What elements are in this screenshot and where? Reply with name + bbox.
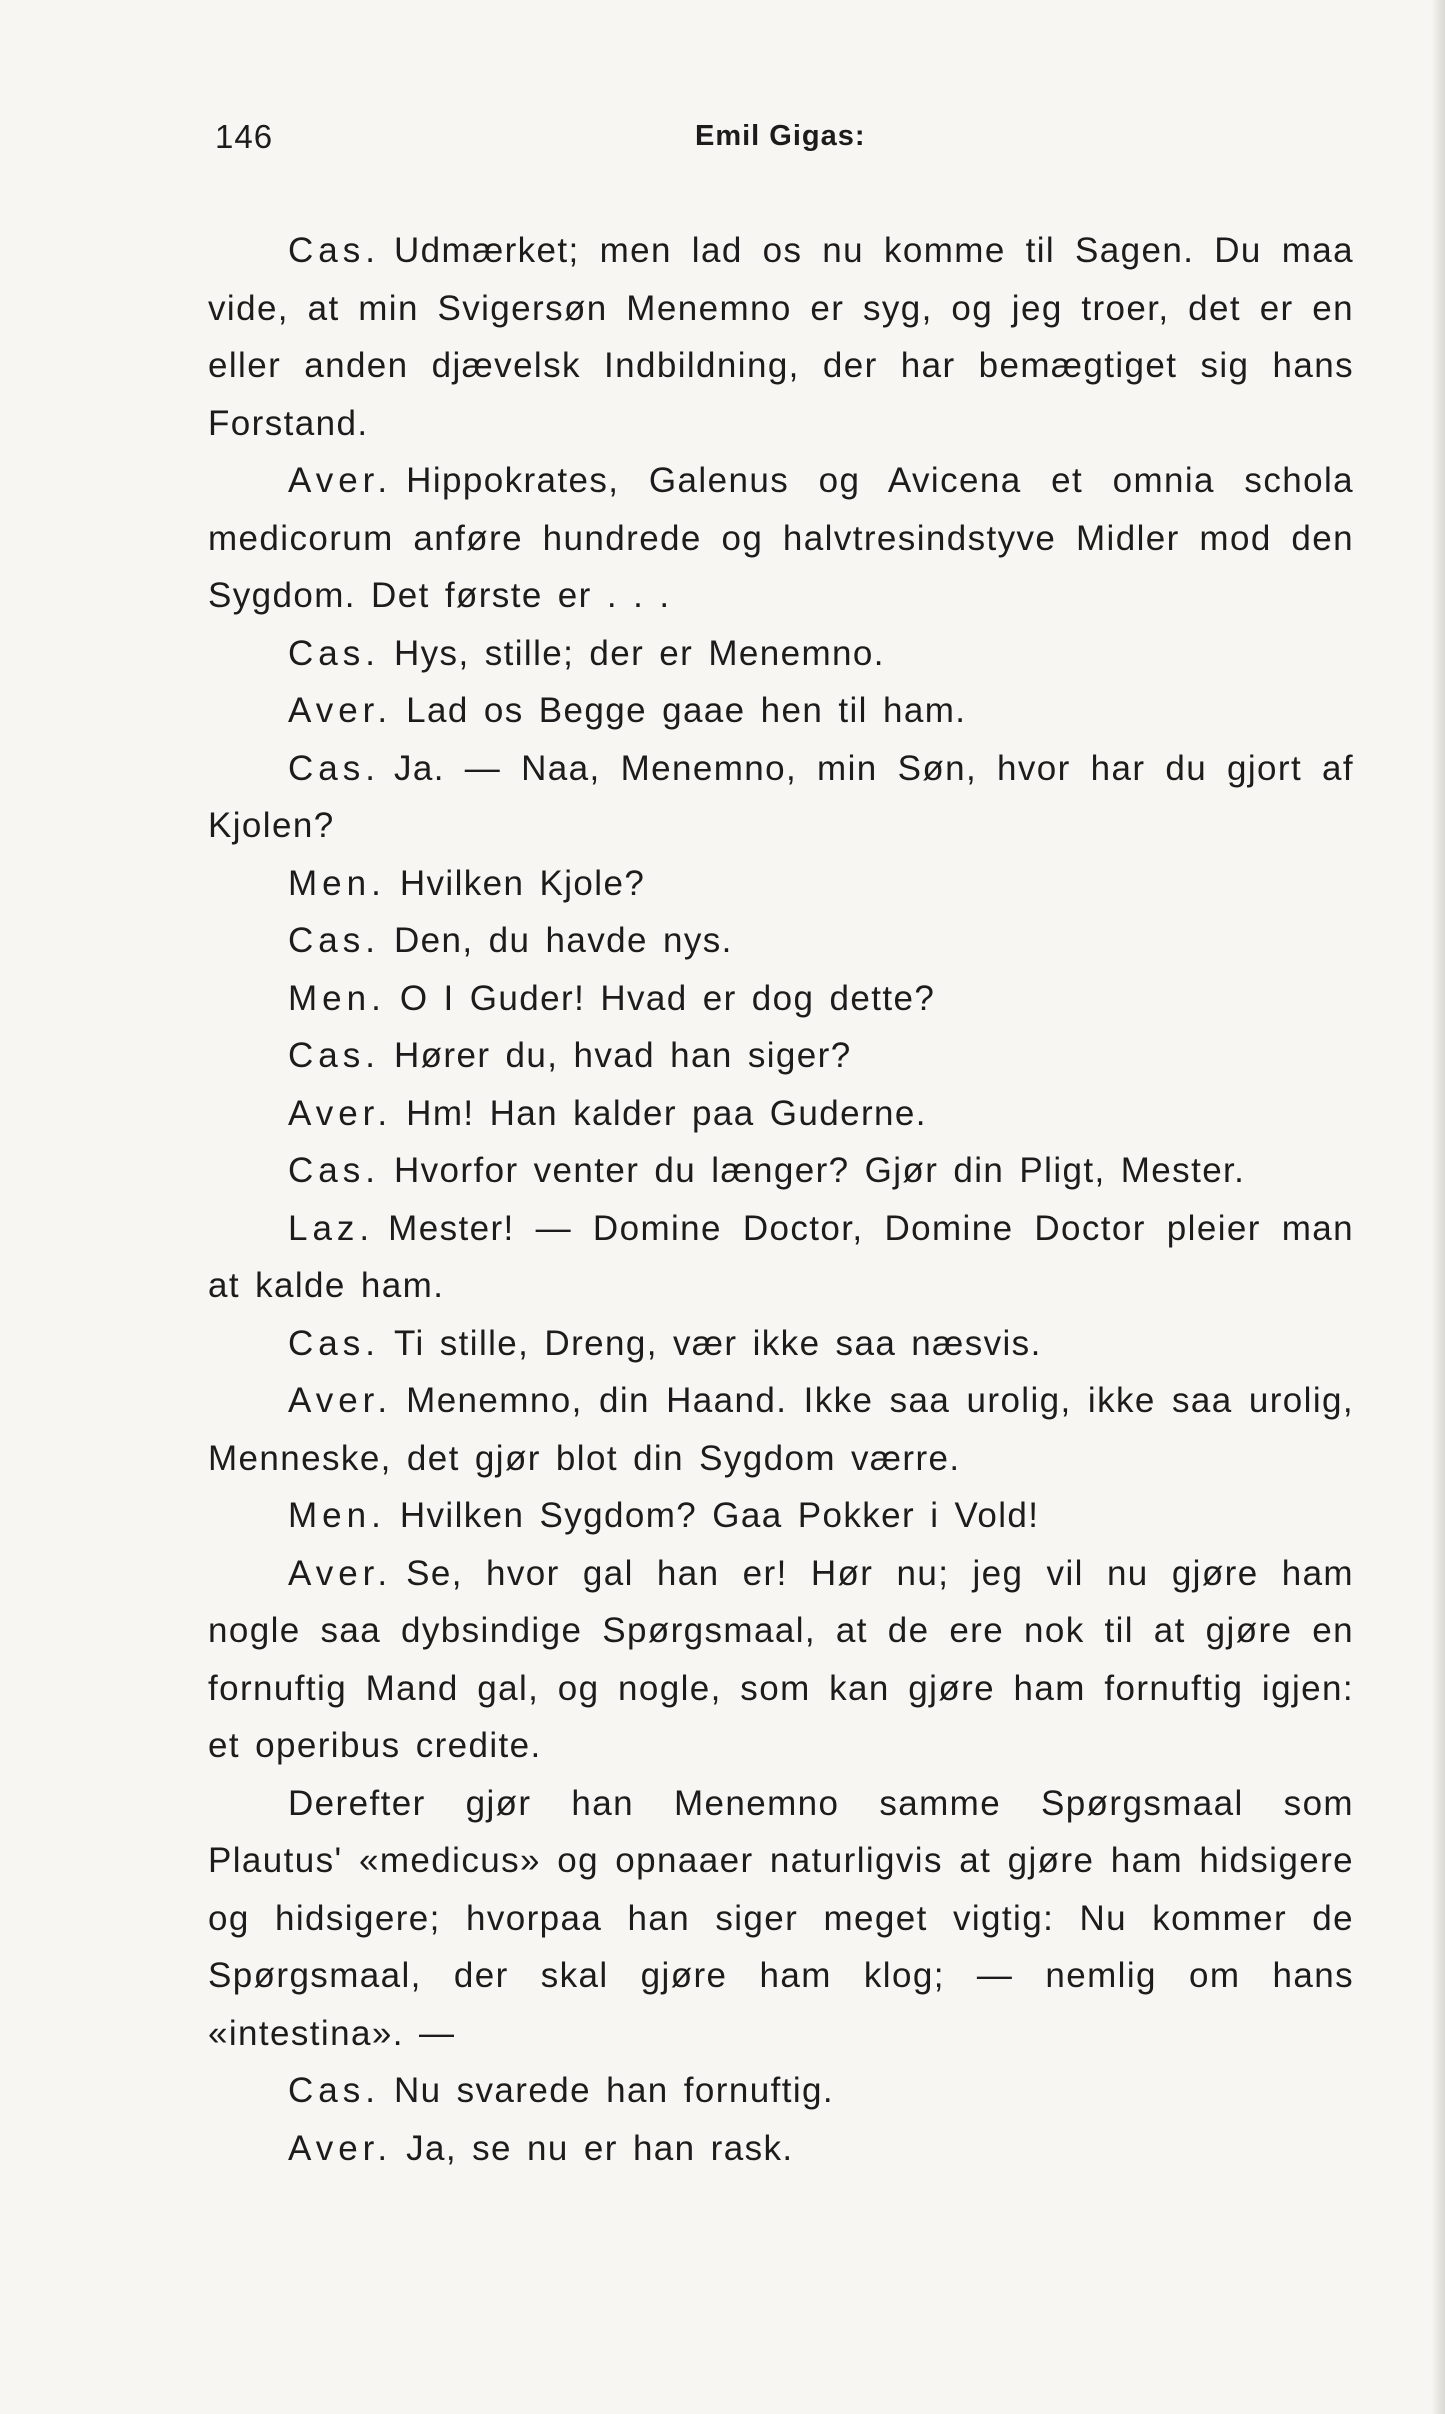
dialogue-paragraph xyxy=(208,1142,1354,1200)
dialogue-paragraph xyxy=(208,452,1354,625)
speaker-name: Aver. xyxy=(288,691,393,730)
spoken-line: Ja. — Naa, Menemno, min Søn, hvor har du gjort af Kjolen? xyxy=(208,748,1354,845)
spoken-line: Se, hvor gal han er! Hør nu; jeg vil nu gjøre ham nogle saa dybsindige Spørgsmaal, at de ere nok til at gjøre en fornuftig Mand gal, og nogle, som kan gjøre ham fornuftig igjen: et operibus credite. xyxy=(208,1553,1354,1765)
spoken-line: Menemno, din Haand. Ikke saa urolig, ikke saa urolig, Menneske, det gjør blot din Sygdom værre. xyxy=(208,1381,1354,1478)
dialogue-paragraph xyxy=(208,1315,1354,1373)
speaker-name: Laz. xyxy=(288,1208,375,1248)
dialogue-paragraph xyxy=(208,682,1354,740)
spoken-line: Den, du havde nys. xyxy=(393,921,733,960)
speaker-name: Cas. xyxy=(288,1323,380,1363)
speaker-name: Men. xyxy=(288,978,386,1018)
spoken-line: Hvorfor venter du længer? Gjør din Pligt, Mester. xyxy=(393,1151,1246,1190)
speaker-name: Aver. xyxy=(288,1381,393,1420)
spoken-line: Ti stille, Dreng, vær ikke saa næsvis. xyxy=(393,1323,1042,1363)
dialogue-paragraph xyxy=(208,740,1354,855)
page-edge-shadow xyxy=(1431,0,1445,2414)
speaker-name: Cas. xyxy=(288,2071,380,2110)
spoken-line: Mester! — Domine Doctor, Domine Doctor pleier man at kalde ham. xyxy=(208,1208,1354,1305)
page-header xyxy=(215,118,1215,168)
spoken-line: Hm! Han kalder paa Guderne. xyxy=(406,1093,927,1133)
narrative-paragraph xyxy=(208,1775,1354,2063)
dialogue-paragraph xyxy=(208,1085,1354,1143)
speaker-name: Aver. xyxy=(288,461,393,500)
speaker-name: Men. xyxy=(288,863,386,903)
dialogue-text xyxy=(208,222,1354,2177)
spoken-line: Ja, se nu er han rask. xyxy=(406,2128,794,2168)
dialogue-paragraph xyxy=(208,970,1354,1028)
spoken-line: O I Guder! Hvad er dog dette? xyxy=(399,978,936,1018)
speaker-name: Men. xyxy=(288,1496,386,1535)
spoken-line: Hører du, hvad han siger? xyxy=(393,1036,852,1075)
speaker-name: Cas. xyxy=(288,921,380,960)
spoken-line: Hvilken Kjole? xyxy=(399,863,646,903)
speaker-name: Aver. xyxy=(288,1093,393,1133)
spoken-line: Hvilken Sygdom? Gaa Pokker i Vold! xyxy=(399,1496,1040,1535)
speaker-name: Cas. xyxy=(288,633,380,673)
speaker-name: Aver. xyxy=(288,2128,393,2168)
dialogue-paragraph xyxy=(208,855,1354,913)
speaker-name: Cas. xyxy=(288,1151,380,1190)
dialogue-paragraph xyxy=(208,1200,1354,1315)
dialogue-paragraph xyxy=(208,1545,1354,1775)
spoken-line: Nu svarede han fornuftig. xyxy=(393,2071,834,2110)
dialogue-paragraph xyxy=(208,1372,1354,1487)
dialogue-paragraph xyxy=(208,222,1354,452)
dialogue-paragraph xyxy=(208,2062,1354,2120)
spoken-line: Udmærket; men lad os nu komme til Sagen. Du maa vide, at min Svigersøn Menemno er syg, og jeg troer, det er en eller anden djævelsk Indbildning, der har bemægtiget sig hans Forstand. xyxy=(208,231,1354,443)
speaker-name: Cas. xyxy=(288,1036,380,1075)
dialogue-paragraph xyxy=(208,912,1354,970)
speaker-name: Cas. xyxy=(288,231,380,270)
narrative-line: Derefter gjør han Menemno samme Spørgsmaal som Plautus' «medicus» og opnaaer naturligvis at gjøre ham hidsigere og hidsigere; hvorpaa han siger meget vigtig: Nu kommer de Spørgsmaal, der skal gjøre ham klog; — nemlig om hans «intestina». — xyxy=(208,1783,1354,2053)
dialogue-paragraph xyxy=(208,625,1354,683)
spoken-line: Hys, stille; der er Menemno. xyxy=(393,633,885,673)
dialogue-paragraph xyxy=(208,1027,1354,1085)
dialogue-paragraph xyxy=(208,2120,1354,2178)
page-number: 146 xyxy=(215,118,274,155)
spoken-line: Hippokrates, Galenus og Avicena et omnia schola medicorum anføre hundrede og halvtresindstyve Midler mod den Sygdom. Det første er . . . xyxy=(208,461,1354,615)
running-title: Emil Gigas: xyxy=(695,120,866,152)
speaker-name: Aver. xyxy=(288,1553,393,1593)
spoken-line: Lad os Begge gaae hen til ham. xyxy=(406,691,967,730)
dialogue-paragraph xyxy=(208,1487,1354,1545)
speaker-name: Cas. xyxy=(288,748,380,788)
